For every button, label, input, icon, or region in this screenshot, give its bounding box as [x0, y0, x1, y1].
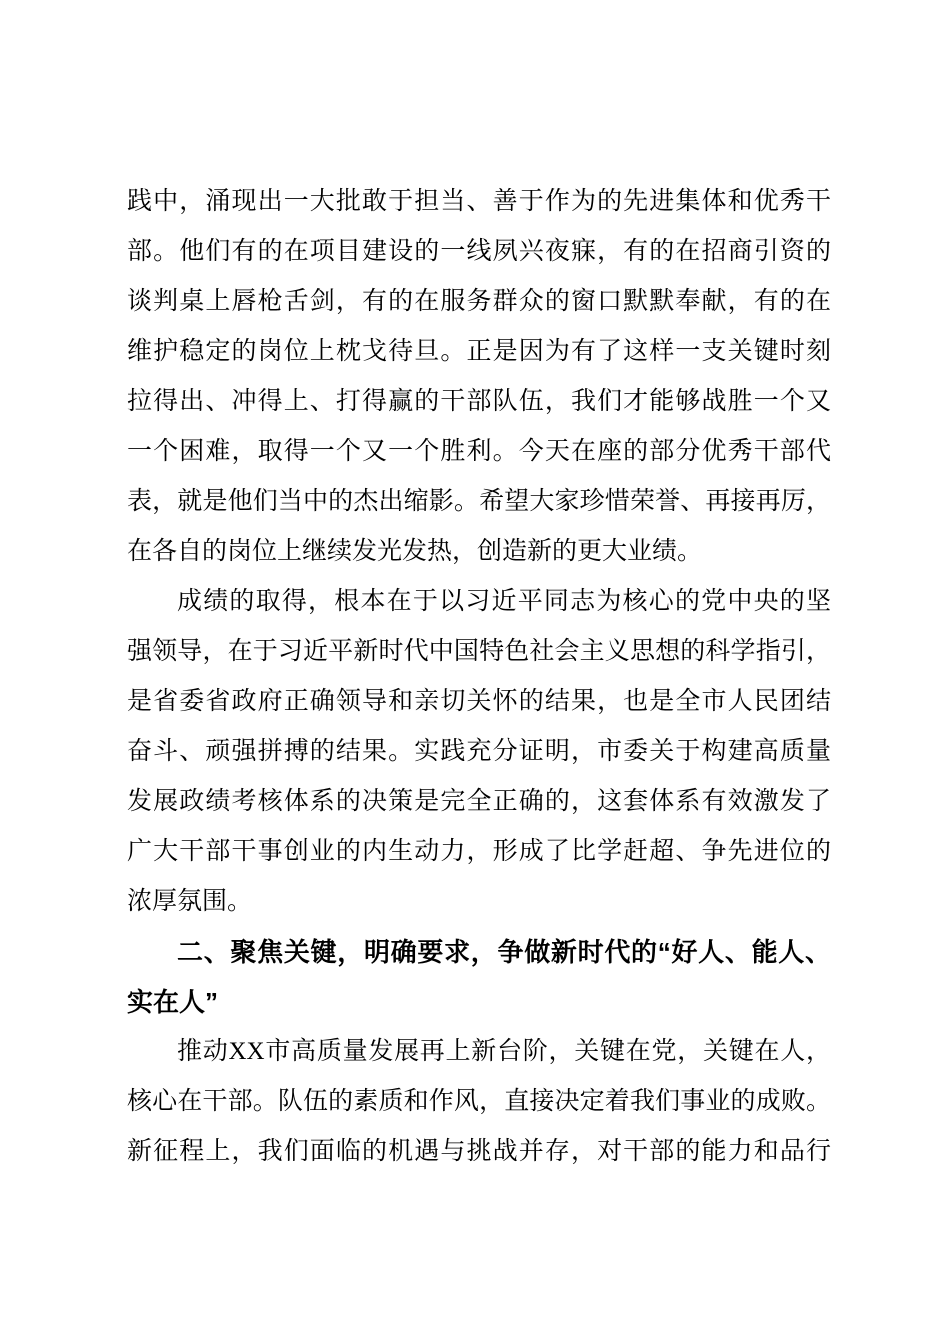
text-column: [127, 177, 831, 1177]
text-line: 拉得出、冲得上、打得赢的干部队伍，我们才能够战胜一个又: [127, 388, 831, 415]
heading-line: 二、聚焦关键，明确要求，争做新时代的“好人、能人、: [177, 937, 831, 967]
text-line: 奋斗、顽强拼搏的结果。实践充分证明，市委关于构建高质量: [127, 738, 831, 765]
text-line: 在各自的岗位上继续发光发热，创造新的更大业绩。: [127, 538, 703, 565]
text-line: 部。他们有的在项目建设的一线夙兴夜寐，有的在招商引资的: [127, 238, 831, 265]
text-line: 谈判桌上唇枪舌剑，有的在服务群众的窗口默默奉献，有的在: [127, 288, 831, 315]
text-line: 维护稳定的岗位上枕戈待旦。正是因为有了这样一支关键时刻: [127, 338, 831, 365]
text-line: 核心在干部。队伍的素质和作风，直接决定着我们事业的成败。: [127, 1088, 831, 1115]
text-line: 广大干部干事创业的内生动力，形成了比学赶超、争先进位的: [127, 838, 831, 865]
text-line: 强领导，在于习近平新时代中国特色社会主义思想的科学指引，: [127, 638, 831, 665]
text-line: 一个困难，取得一个又一个胜利。今天在座的部分优秀干部代: [127, 438, 831, 465]
text-line: 是省委省政府正确领导和亲切关怀的结果，也是全市人民团结: [127, 688, 831, 715]
body-paragraph-3: [127, 1027, 831, 1177]
body-paragraph-2: [127, 577, 831, 927]
text-line: 新征程上，我们面临的机遇与挑战并存，对干部的能力和品行: [127, 1138, 831, 1165]
text-line: 成绩的取得，根本在于以习近平同志为核心的党中央的坚: [177, 588, 831, 615]
text-line: 浓厚氛围。: [127, 888, 253, 915]
heading-line: 实在人”: [127, 987, 219, 1017]
text-line: 推动XX市高质量发展再上新台阶，关键在党，关键在人，: [177, 1038, 831, 1065]
text-line: 践中，涌现出一大批敢于担当、善于作为的先进集体和优秀干: [127, 188, 831, 215]
text-line: 发展政绩考核体系的决策是完全正确的，这套体系有效激发了: [127, 788, 831, 815]
text-line: 表，就是他们当中的杰出缩影。希望大家珍惜荣誉、再接再厉，: [127, 488, 831, 515]
section-heading-2: [127, 927, 831, 1027]
body-paragraph-1: [127, 177, 831, 577]
